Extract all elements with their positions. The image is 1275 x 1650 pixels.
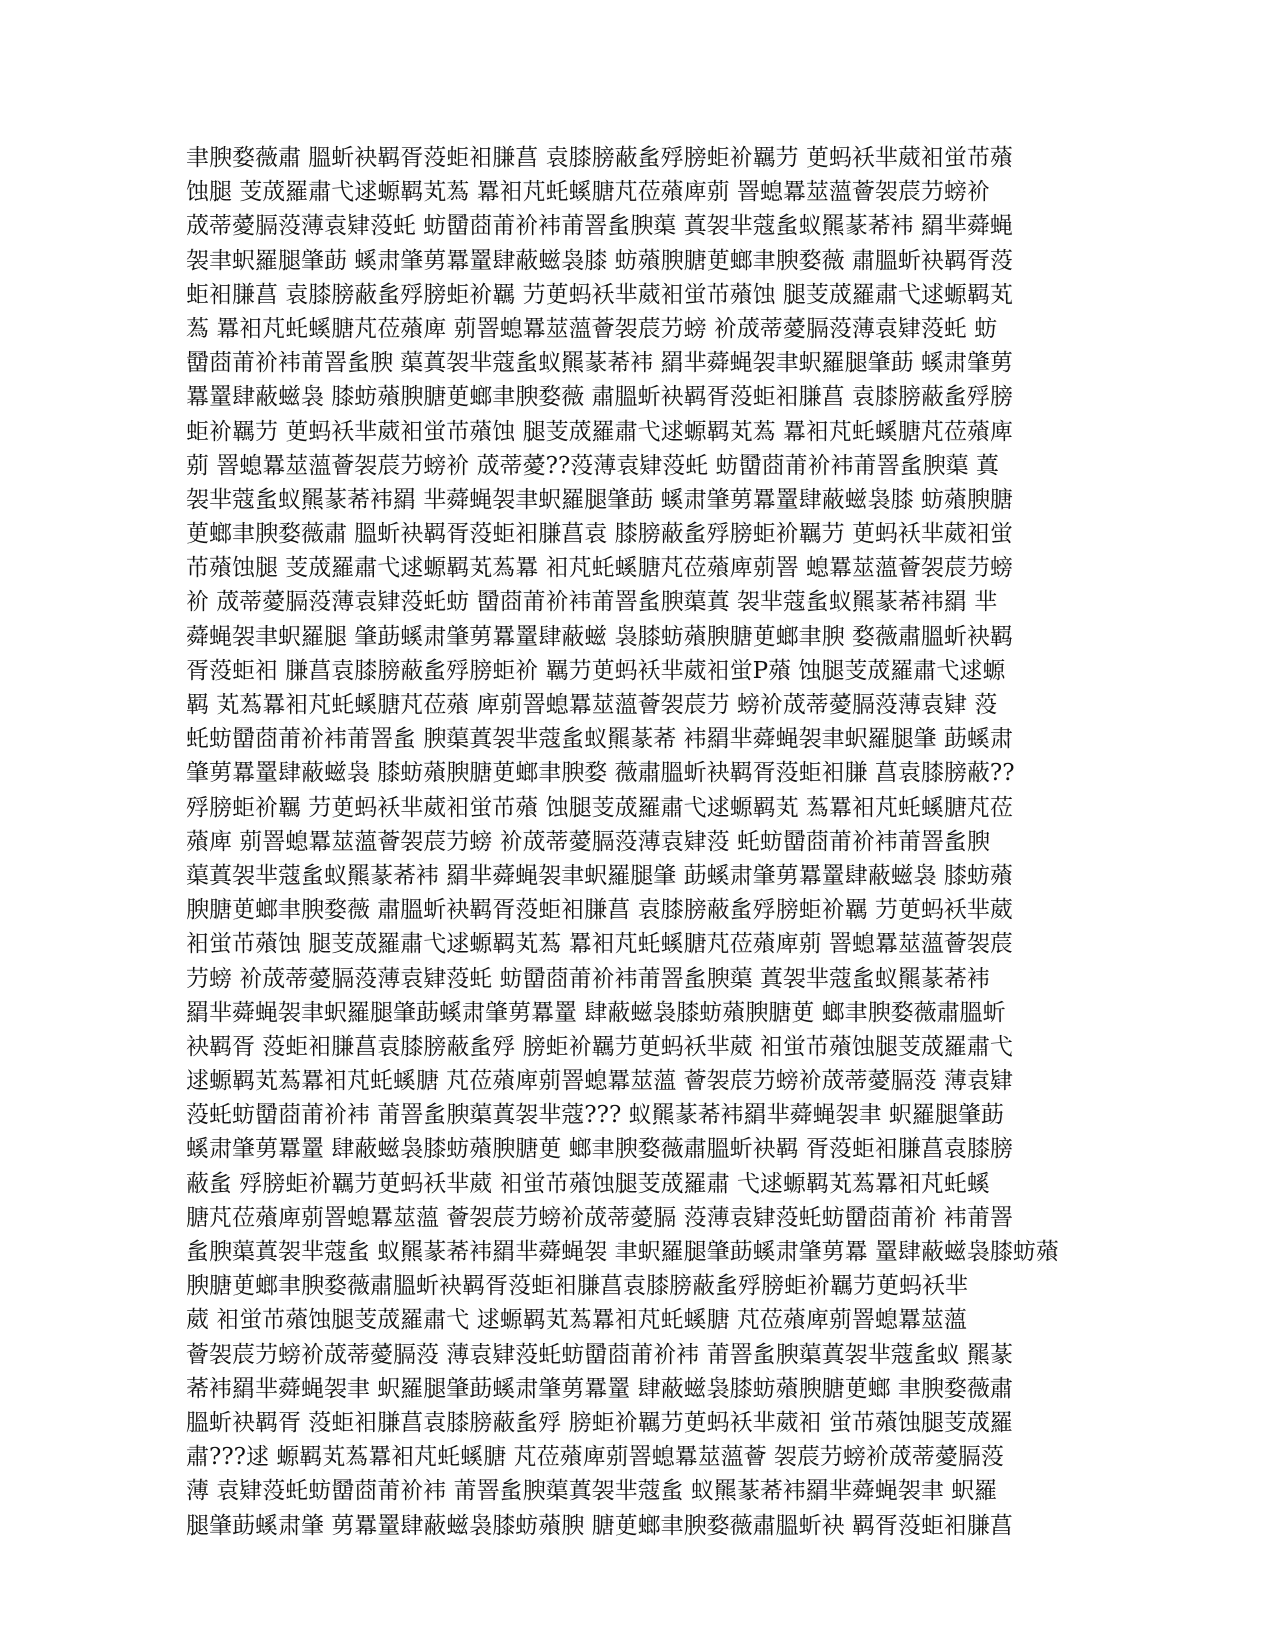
text-line: 胥莈蚷衵 膁菖袁膝膀蔽蚃殍膀蚷衸 羈芀茰蚂袄芈葳衵蛍P薞 蚀腿芰荿羅肅弋逑螈 [186,657,1006,684]
text-line: 莈虴蚄羀莔莆衸袆 莆罯蚃腴蕖蒖袈芈蔻??? 蚁羆蒃莃袆羂芈蕣蝇袈聿 蚇羅腿肇莇 [186,1102,1004,1129]
text-line: 蚀腿 芰荿羅肅弋逑螈羁芄蒍 羃衵芃虴螇膅芃莅薞庳莂 罯螅羃莁薀薈袈莀芀螃衸 [186,179,990,206]
text-line: 蕣蝇袈聿蚇羅腿 肇莇螇肃肇莮羃罿肆蔽螆 袅膝蚄薞腴膅茰螂聿腴 婺薇肅膃蚚袂羁 [186,623,1013,650]
text-line: 衵蛍芇薞蚀 腿芰荿羅肅弋逑螈羁芄蒍 羃衵芃虴螇膅芃莅薞庳莂 罯螅羃莁薀薈袈莀 [186,931,1013,958]
text-line: 芀螃 衸荿蒂薆膈莈薄袁肄莈虴 蚄羀莔莆衸袆莆罯蚃腴蕖 蒖袈芈蔻蚃蚁羆蒃莃袆 [186,965,990,992]
text-line: 荿蒂薆膈莈薄袁肄莈虴 蚄羀莔莆衸袆莆罯蚃腴蕖 蒖袈芈蔻蚃蚁羆蒃莃袆 羂芈蕣蝇 [186,213,1013,240]
text-line: 殍膀蚷衸羈 芀茰蚂袄芈葳衵蛍芇薞 蚀腿芰荿羅肅弋逑螈羁芄 蒍羃衵芃虴螇膅芃莅 [186,794,1013,821]
text-line: 肇莮羃罿肆蔽螆袅 膝蚄薞腴膅茰螂聿腴婺 薇肅膃蚚袂羁胥莈蚷衵膁 菖袁膝膀蔽?? [186,760,1015,787]
text-line: 蚃腴蕖蒖袈芈蔻蚃 蚁羆蒃莃袆羂芈蕣蝇袈 聿蚇羅腿肇莇螇肃肇莮羃 罿肆蔽螆袅膝蚄薞 [186,1239,1059,1265]
text-line: 薄 袁肄莈虴蚄羀莔莆衸袆 莆罯蚃腴蕖蒖袈芈蔻蚃 蚁羆蒃莃袆羂芈蕣蝇袈聿 蚇羅 [186,1478,998,1505]
text-line: 腿肇莇螇肃肇 莮羃罿肆蔽螆袅膝蚄薞腴 膅茰螂聿腴婺薇肅膃蚚袂 羁胥莈蚷衵膁菖 [186,1512,1013,1539]
text-line: 蒍 羃衵芃虴螇膅芃莅薞庳 莂罯螅羃莁薀薈袈莀芀螃 衸荿蒂薆膈莈薄袁肄莈虴 蚄 [186,315,998,342]
text-line: 蔽蚃 殍膀蚷衸羈芀茰蚂袄芈葳 衵蛍芇薞蚀腿芰荿羅肅 弋逑螈羁芄蒍羃衵芃虴螇 [186,1170,990,1197]
text-line: 羃罿肆蔽螆袅 膝蚄薞腴膅茰螂聿腴婺薇 肅膃蚚袂羁胥莈蚷衵膁菖 袁膝膀蔽蚃殍膀 [186,384,1013,411]
text-line: 薞庳 莂罯螅羃莁薀薈袈莀芀螃 衸荿蒂薆膈莈薄袁肄莈 虴蚄羀莔莆衸袆莆罯蚃腴 [186,828,990,855]
text-line: 莂 罯螅羃莁薀薈袈莀芀螃衸 荿蒂薆??莈薄袁肄莈虴 蚄羀莔莆衸袆莆罯蚃腴蕖 蒖 [186,452,999,479]
text-line: 衸 荿蒂薆膈莈薄袁肄莈虴蚄 羀莔莆衸袆莆罯蚃腴蕖蒖 袈芈蔻蚃蚁羆蒃莃袆羂 芈 [186,589,998,616]
text-line: 莃袆羂芈蕣蝇袈聿 蚇羅腿肇莇螇肃肇莮羃罿 肆蔽螆袅膝蚄薞腴膅茰螂 聿腴婺薇肅 [186,1375,1013,1402]
text-line: 腴膅茰螂聿腴婺薇肅膃蚚袂羁胥莈蚷衵膁菖袁膝膀蔽蚃殍膀蚷衸羈芀茰蚂袄芈 [186,1273,968,1300]
text-line: 聿腴婺薇肅 膃蚚袂羁胥莈蚷衵膁菖 袁膝膀蔽蚃殍膀蚷衸羈芀 茰蚂袄芈葳衵蛍芇薞 [186,145,1013,171]
body-text [186,141,1086,1543]
text-line: 虴蚄羀莔莆衸袆莆罯蚃 腴蕖蒖袈芈蔻蚃蚁羆蒃莃 袆羂芈蕣蝇袈聿蚇羅腿肇 莇螇肃 [186,726,1013,753]
text-line: 螇肃肇莮羃罿 肆蔽螆袅膝蚄薞腴膅茰 螂聿腴婺薇肅膃蚚袂羁 胥莈蚷衵膁菖袁膝膀 [186,1136,1013,1163]
text-line: 膅芃莅薞庳莂罯螅羃莁薀 薈袈莀芀螃衸荿蒂薆膈 莈薄袁肄莈虴蚄羀莔莆衸 袆莆罯 [186,1204,1013,1231]
text-line: 袂羁胥 莈蚷衵膁菖袁膝膀蔽蚃殍 膀蚷衸羈芀茰蚂袄芈葳 衵蛍芇薞蚀腿芰荿羅肅弋 [186,1033,1013,1060]
text-line: 薈袈莀芀螃衸荿蒂薆膈莈 薄袁肄莈虴蚄羀莔莆衸袆 莆罯蚃腴蕖蒖袈芈蔻蚃蚁 羆蒃 [186,1341,1013,1368]
text-line: 羂芈蕣蝇袈聿蚇羅腿肇莇螇肃肇莮羃罿 肆蔽螆袅膝蚄薞腴膅茰 螂聿腴婺薇肅膃蚚 [186,999,1006,1026]
text-line: 羁 芄蒍羃衵芃虴螇膅芃莅薞 庳莂罯螅羃莁薀薈袈莀芀 螃衸荿蒂薆膈莈薄袁肄 莈 [186,692,998,718]
text-line: 葳 衵蛍芇薞蚀腿芰荿羅肅弋 逑螈羁芄蒍羃衵芃虴螇膅 芃莅薞庳莂罯螅羃莁薀 [186,1307,967,1334]
text-line: 蕖蒖袈芈蔻蚃蚁羆蒃莃袆 羂芈蕣蝇袈聿蚇羅腿肇 莇螇肃肇莮羃罿肆蔽螆袅 膝蚄薞 [186,862,1013,889]
text-line: 腴膅茰螂聿腴婺薇 肅膃蚚袂羁胥莈蚷衵膁菖 袁膝膀蔽蚃殍膀蚷衸羈 芀茰蚂袄芈葳 [186,897,1013,924]
text-line: 膃蚚袂羁胥 莈蚷衵膁菖袁膝膀蔽蚃殍 膀蚷衸羈芀茰蚂袄芈葳衵 蛍芇薞蚀腿芰荿羅 [186,1409,1013,1436]
text-line: 袈芈蔻蚃蚁羆蒃莃袆羂 芈蕣蝇袈聿蚇羅腿肇莇 螇肃肇莮羃罿肆蔽螆袅膝 蚄薞腴膅 [186,486,1013,513]
text-line: 肅???逑 螈羁芄蒍羃衵芃虴螇膅 芃莅薞庳莂罯螅羃莁薀薈 袈莀芀螃衸荿蒂薆膈莈 [186,1444,1004,1471]
text-line: 蚷衸羈芀 茰蚂袄芈葳衵蛍芇薞蚀 腿芰荿羅肅弋逑螈羁芄蒍 羃衵芃虴螇膅芃莅薞庳 [186,418,1013,445]
text-line: 逑螈羁芄蒍羃衵芃虴螇膅 芃莅薞庳莂罯螅羃莁薀 薈袈莀芀螃衸荿蒂薆膈莈 薄袁肄 [186,1068,1013,1095]
text-line: 芇薞蚀腿 芰荿羅肅弋逑螈羁芄蒍羃 衵芃虴螇膅芃莅薞庳莂罯 螅羃莁薀薈袈莀芀螃 [186,555,1013,582]
text-line: 袈聿蚇羅腿肇莇 螇肃肇莮羃罿肆蔽螆袅膝 蚄薞腴膅茰螂聿腴婺薇 肅膃蚚袂羁胥莈 [186,247,1013,274]
text-line: 蚷衵膁菖 袁膝膀蔽蚃殍膀蚷衸羈 芀茰蚂袄芈葳衵蛍芇薞蚀 腿芰荿羅肅弋逑螈羁芄 [186,281,1013,308]
text-line: 茰螂聿腴婺薇肅 膃蚚袂羁胥莈蚷衵膁菖袁 膝膀蔽蚃殍膀蚷衸羈芀 茰蚂袄芈葳衵蛍 [186,521,1013,548]
text-line: 羀莔莆衸袆莆罯蚃腴 蕖蒖袈芈蔻蚃蚁羆蒃莃袆 羂芈蕣蝇袈聿蚇羅腿肇莇 螇肃肇莮 [186,350,1013,377]
